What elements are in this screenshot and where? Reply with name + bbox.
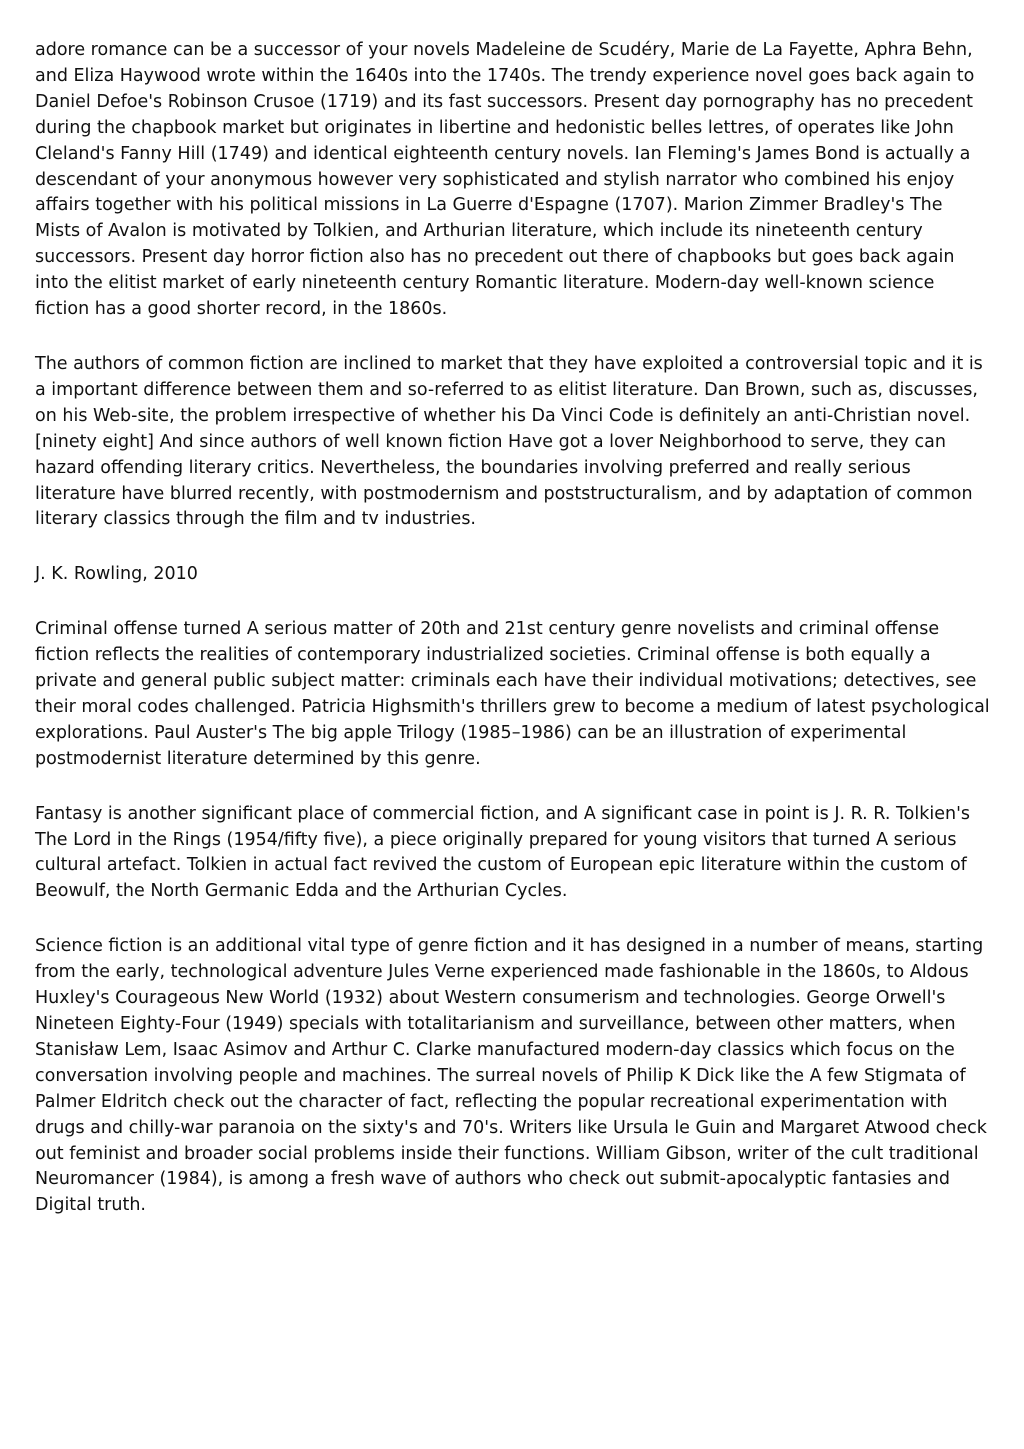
paragraph-crime-fiction: Criminal offense turned A serious matter of 20th and 21st century genre novelists and criminal offense fiction reflects the realities of contemporary industrialized societies. Criminal offense is both equally a private and general public subject matter: criminals each have their individual motivations; detectives, see their moral codes challenged. Patricia Highsmith's thrillers grew to become a medium of latest psychological explorations. Paul Auster's The big apple Trilogy (1985–1986) can be an illustration of experimental postmodernist literature determined by this genre. [35,619,990,769]
paragraph-popular-fiction-authors: The authors of common fiction are inclined to market that they have exploited a controversial topic and it is a important difference between them and so-referred to as elitist literature. Dan Brown, such as, discusses, on his Web-site, the problem irrespective of whether his Da Vinci Code is definitely an anti-Christian novel.[ninety eight] And since authors of well known fiction Have got a lover Neighborhood to serve, they can hazard offending literary critics. Nevertheless, the boundaries involving preferred and really serious literature have blurred recently, with postmodernism and poststructuralism, and by adaptation of common literary classics through the film and tv industries. [35,353,983,530]
document-body [35,38,990,1248]
paragraph-fantasy: Fantasy is another significant place of commercial fiction, and A significant case in point is J. R. R. Tolkien's The Lord in the Rings (1954/fifty five), a piece originally prepared for young visitors that turned A serious cultural artefact. Tolkien in actual fact revived the custom of European epic literature within the custom of Beowulf, the North Germanic Edda and the Arthurian Cycles. [35,803,971,902]
paragraph-science-fiction: Science fiction is an additional vital type of genre fiction and it has designed in a number of means, starting from the early, technological adventure Jules Verne experienced made fashionable in the 1860s, to Aldous Huxley's Courageous New World (1932) about Western consumerism and technologies. George Orwell's Nineteen Eighty-Four (1949) specials with totalitarianism and surveillance, between other matters, when Stanisław Lem, Isaac Asimov and Arthur C. Clarke manufactured modern-day classics which focus on the conversation involving people and machines. The surreal novels of Philip K Dick like the A few Stigmata of Palmer Eldritch check out the character of fact, reflecting the popular recreational experimentation with drugs and chilly-war paranoia on the sixty's and 70's. Writers like Ursula le Guin and Margaret Atwood check out feminist and broader social problems inside their functions. William Gibson, writer of the cult traditional Neuromancer (1984), is among a fresh wave of authors who check out submit-apocalyptic fantasies and Digital truth. [35,936,987,1216]
image-caption-rowling: J. K. Rowling, 2010 [35,564,198,585]
paragraph-romance-history: adore romance can be a successor of your novels Madeleine de Scudéry, Marie de La Fayette, Aphra Behn, and Eliza Haywood wrote within the 1640s into the 1740s. The trendy experience novel goes back again to Daniel Defoe's Robinson Crusoe (1719) and its fast successors. Present day pornography has no precedent during the chapbook market but originates in libertine and hedonistic belles lettres, of operates like John Cleland's Fanny Hill (1749) and identical eighteenth century novels. Ian Fleming's James Bond is actually a descendant of your anonymous however very sophisticated and stylish narrator who combined his enjoy affairs together with his political missions in La Guerre d'Espagne (1707). Marion Zimmer Bradley's The Mists of Avalon is motivated by Tolkien, and Arthurian literature, which include its nineteenth century successors. Present day horror fiction also has no precedent out there of chapbooks but goes back again into the elitist market of early nineteenth century Romantic literature. Modern-day well-known science fiction has a good shorter record, in the 1860s. [35,40,975,320]
